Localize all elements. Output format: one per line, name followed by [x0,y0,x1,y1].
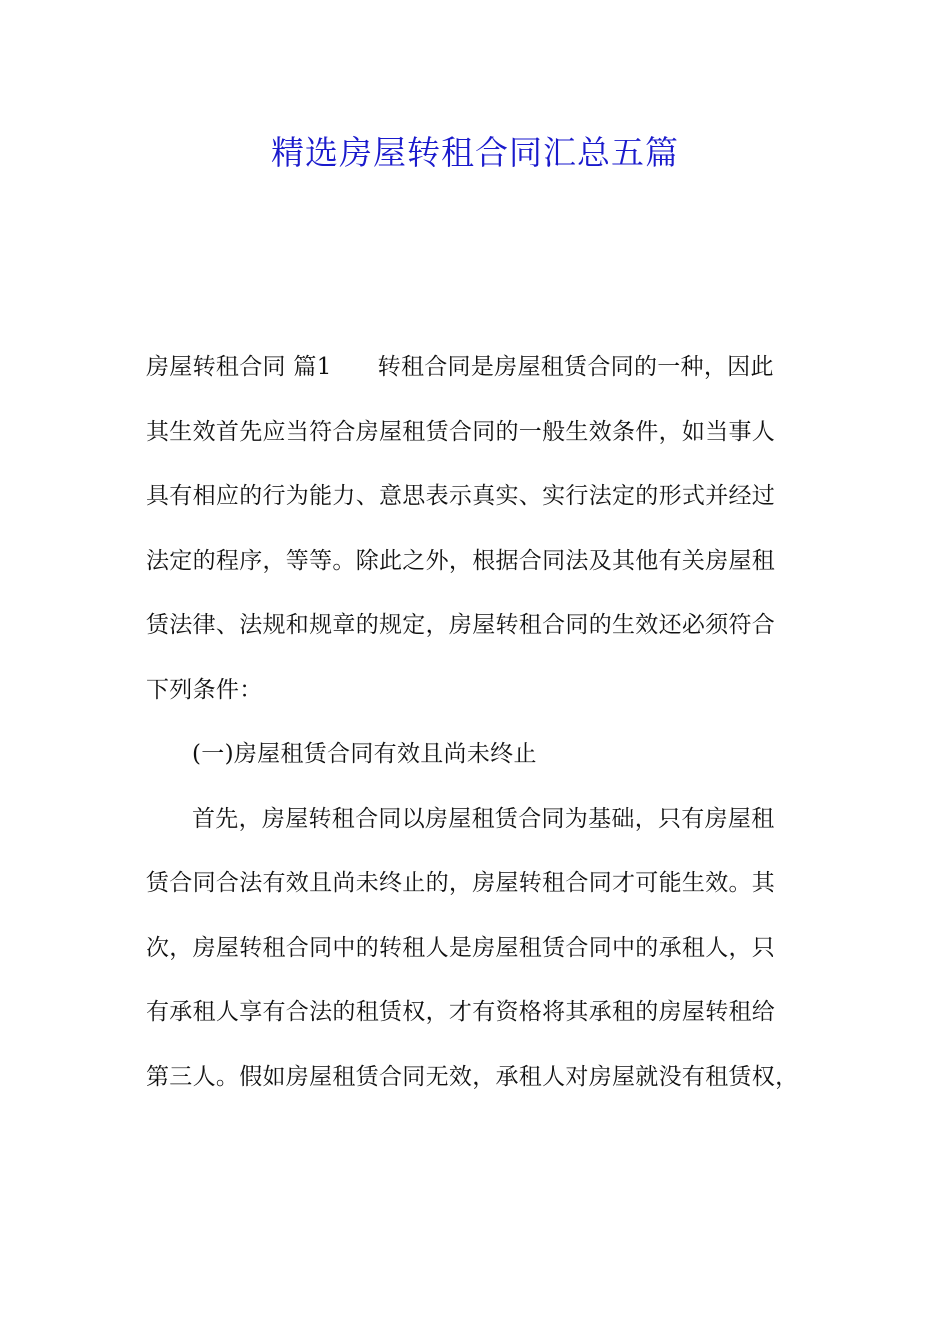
paragraph-line: 其生效首先应当符合房屋租赁合同的一般生效条件，如当事人 [146,418,776,445]
paragraph-line: 有承租人享有合法的租赁权，才有资格将其承租的房屋转租给 [146,999,776,1025]
paragraph-line: 第三人。假如房屋租赁合同无效，承租人对房屋就没有租赁权， [146,1063,799,1090]
document-body [146,335,808,1109]
section-heading: 房屋转租合同 篇1 [146,354,332,380]
paragraph-line: 赁法律、法规和规章的规定，房屋转租合同的生效还必须符合 [146,612,776,638]
paragraph-line: 次，房屋转租合同中的转租人是房屋租赁合同中的承租人，只 [146,934,776,961]
paragraph-line: 法定的程序，等等。除此之外，根据合同法及其他有关房屋租 [146,547,776,574]
paragraph-line: 首先，房屋转租合同以房屋租赁合同为基础，只有房屋租 [192,805,775,832]
document-title: 精选房屋转租合同汇总五篇 [271,133,679,172]
paragraph-line: 具有相应的行为能力、意思表示真实、实行法定的形式并经过 [146,483,776,509]
subsection-heading: (一)房屋租赁合同有效且尚未终止 [192,741,537,767]
paragraph-text: 转租合同是房屋租赁合同的一种，因此 [377,354,774,380]
paragraph-line [146,335,808,400]
paragraph-line: 下列条件： [146,676,263,703]
paragraph-line: 赁合同合法有效且尚未终止的，房屋转租合同才可能生效。其 [146,870,776,896]
